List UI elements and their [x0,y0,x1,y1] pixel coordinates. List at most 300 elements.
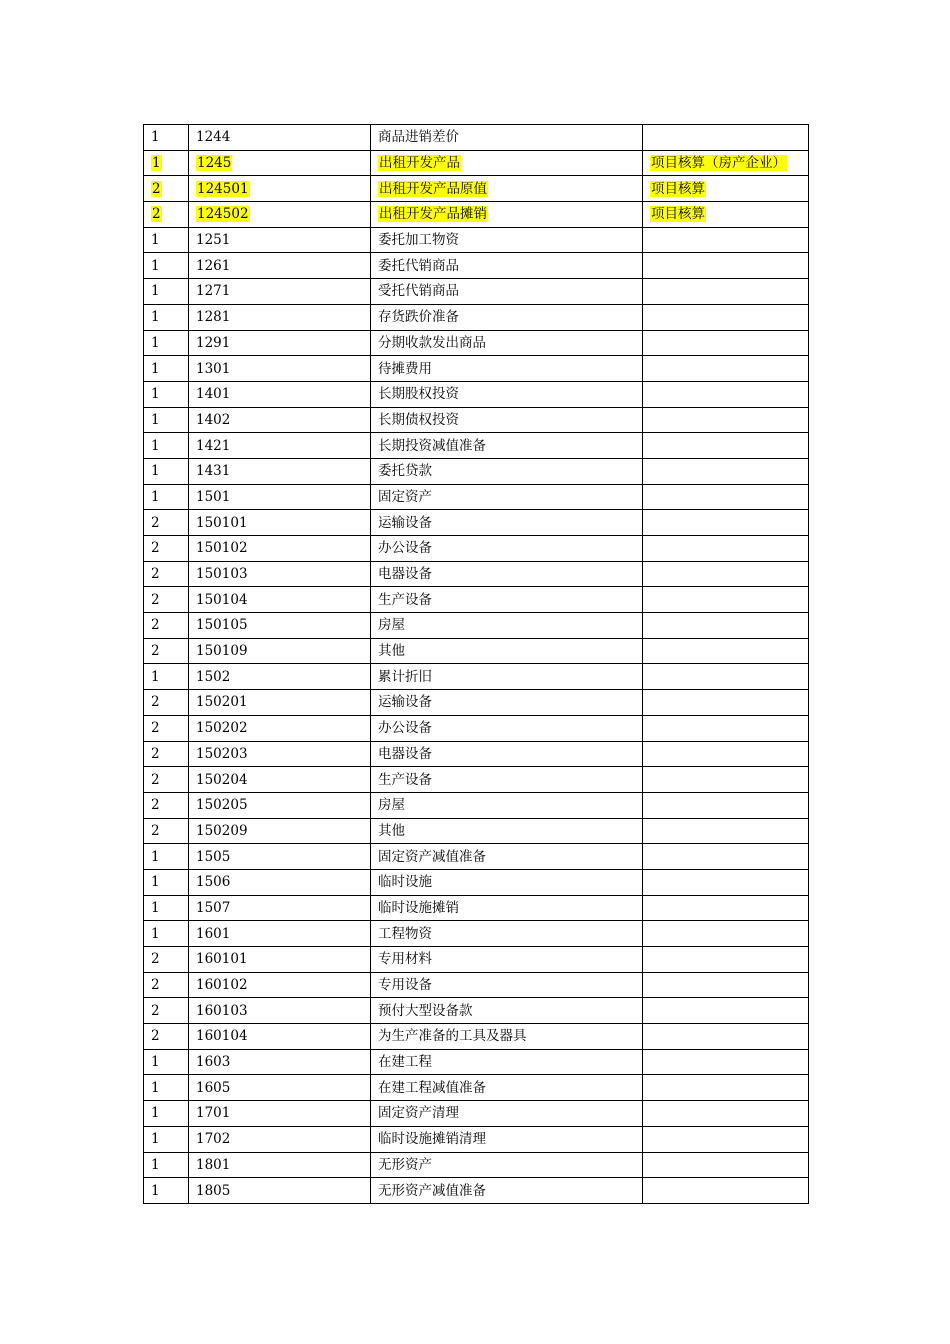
table-row [144,613,809,639]
name-text: 受托代销商品 [378,283,459,300]
name-cell [371,741,643,767]
table-row [144,1178,809,1204]
code-cell [189,176,371,202]
code-text: 1505 [196,848,231,865]
code-text: 124501 [197,180,249,197]
code-cell [189,484,371,510]
code-text: 1603 [196,1054,231,1071]
name-cell [371,253,643,279]
level-cell [144,613,189,639]
table-row [144,279,809,305]
code-text: 1401 [196,386,231,403]
name-cell [371,869,643,895]
table-row [144,1049,809,1075]
name-cell [371,279,643,305]
name-text: 固定资产清理 [378,1105,459,1122]
code-cell [189,844,371,870]
name-text: 在建工程减值准备 [378,1079,486,1096]
table-row [144,381,809,407]
note-cell [643,587,809,613]
code-cell [189,869,371,895]
level-text: 1 [151,257,160,274]
name-cell [371,972,643,998]
code-text: 124502 [197,206,249,223]
name-text: 临时设施摊销清理 [378,1131,486,1148]
name-text: 其他 [378,822,405,839]
note-text: 项目核算 [651,180,705,197]
note-cell [643,510,809,536]
code-cell [189,227,371,253]
level-text: 2 [151,617,160,634]
code-text: 1271 [196,283,231,300]
code-text: 1501 [196,488,231,505]
name-cell [371,715,643,741]
table-row [144,869,809,895]
note-cell [643,381,809,407]
level-text: 2 [151,797,160,814]
table-row [144,227,809,253]
level-cell [144,150,189,176]
name-text: 房屋 [378,617,405,634]
level-cell [144,844,189,870]
note-cell [643,1126,809,1152]
name-text: 长期投资减值准备 [378,437,486,454]
level-text: 2 [151,566,160,583]
level-text: 1 [151,1156,160,1173]
table-row [144,202,809,228]
code-cell [189,587,371,613]
level-text: 1 [151,334,160,351]
name-cell [371,690,643,716]
note-cell [643,227,809,253]
table-row [144,356,809,382]
name-cell [371,125,643,151]
code-text: 150102 [196,540,248,557]
note-cell [643,407,809,433]
level-text: 1 [151,437,160,454]
code-text: 150109 [196,643,248,660]
name-text: 无形资产 [378,1156,432,1173]
note-cell [643,767,809,793]
level-text: 1 [151,668,160,685]
code-cell [189,972,371,998]
level-text: 1 [151,463,160,480]
note-cell [643,613,809,639]
code-cell [189,715,371,741]
level-cell [144,690,189,716]
name-text: 专用材料 [378,951,432,968]
table-row [144,125,809,151]
level-text: 1 [151,1079,160,1096]
table-row [144,638,809,664]
level-text: 2 [151,745,160,762]
name-text: 长期债权投资 [378,411,459,428]
name-cell [371,844,643,870]
level-cell [144,279,189,305]
code-cell [189,510,371,536]
table-row [144,561,809,587]
code-text: 150204 [196,771,248,788]
level-text: 1 [151,848,160,865]
note-cell [643,150,809,176]
name-cell [371,304,643,330]
name-text: 长期股权投资 [378,386,459,403]
code-text: 160104 [196,1028,248,1045]
name-text: 电器设备 [378,745,432,762]
code-cell [189,1024,371,1050]
name-cell [371,536,643,562]
code-cell [189,613,371,639]
note-cell [643,895,809,921]
level-text: 2 [151,1002,160,1019]
level-cell [144,767,189,793]
level-text: 1 [151,232,160,249]
code-text: 1805 [196,1182,231,1199]
code-cell [189,202,371,228]
table-row [144,792,809,818]
name-cell [371,638,643,664]
level-cell [144,869,189,895]
code-cell [189,1178,371,1204]
level-text: 2 [151,720,160,737]
name-text: 临时设施 [378,874,432,891]
name-text: 待摊费用 [378,360,432,377]
level-cell [144,1024,189,1050]
name-cell [371,1049,643,1075]
table-row [144,767,809,793]
code-text: 1605 [196,1079,231,1096]
level-text: 1 [151,1182,160,1199]
name-cell [371,895,643,921]
table-row [144,921,809,947]
level-cell [144,1101,189,1127]
code-cell [189,433,371,459]
level-text: 1 [152,155,161,172]
level-text: 1 [151,283,160,300]
level-cell [144,125,189,151]
level-text: 2 [151,951,160,968]
code-cell [189,536,371,562]
level-text: 2 [151,694,160,711]
level-text: 2 [151,643,160,660]
code-cell [189,1049,371,1075]
code-cell [189,356,371,382]
code-text: 150101 [196,514,248,531]
level-cell [144,484,189,510]
code-text: 1421 [196,437,231,454]
level-cell [144,921,189,947]
name-cell [371,176,643,202]
code-cell [189,330,371,356]
note-cell [643,1178,809,1204]
level-cell [144,304,189,330]
code-text: 150105 [196,617,248,634]
name-cell [371,227,643,253]
name-text: 专用设备 [378,977,432,994]
code-cell [189,638,371,664]
table-row [144,818,809,844]
code-text: 1701 [196,1105,231,1122]
level-cell [144,998,189,1024]
name-cell [371,1101,643,1127]
code-cell [189,947,371,973]
level-text: 2 [152,180,161,197]
level-cell [144,458,189,484]
level-cell [144,433,189,459]
code-cell [189,690,371,716]
code-text: 1601 [196,925,231,942]
level-cell [144,510,189,536]
name-text: 办公设备 [378,720,432,737]
level-cell [144,741,189,767]
note-cell [643,715,809,741]
table-row [144,150,809,176]
code-cell [189,767,371,793]
note-cell [643,536,809,562]
name-cell [371,356,643,382]
level-text: 2 [151,771,160,788]
code-cell [189,1101,371,1127]
level-cell [144,947,189,973]
level-text: 2 [152,206,161,223]
table-row [144,587,809,613]
code-cell [189,458,371,484]
table-row [144,844,809,870]
note-cell [643,869,809,895]
note-cell [643,818,809,844]
name-text: 运输设备 [378,694,432,711]
level-cell [144,818,189,844]
note-cell [643,844,809,870]
level-cell [144,1178,189,1204]
name-text: 为生产准备的工具及器具 [378,1028,527,1045]
name-cell [371,1024,643,1050]
code-cell [189,150,371,176]
code-cell [189,125,371,151]
name-text: 固定资产减值准备 [378,848,486,865]
note-text: 项目核算 [651,206,705,223]
name-text: 其他 [378,643,405,660]
level-cell [144,638,189,664]
code-text: 1702 [196,1131,231,1148]
table-row [144,458,809,484]
level-cell [144,1049,189,1075]
name-cell [371,1075,643,1101]
name-text: 在建工程 [378,1054,432,1071]
name-text: 固定资产 [378,488,432,505]
table-row [144,536,809,562]
name-text: 委托贷款 [378,463,432,480]
name-text: 商品进销差价 [378,129,459,146]
note-cell [643,1049,809,1075]
table-row [144,407,809,433]
level-cell [144,561,189,587]
code-cell [189,664,371,690]
name-cell [371,792,643,818]
name-text: 电器设备 [378,566,432,583]
note-cell [643,921,809,947]
level-cell [144,227,189,253]
level-text: 1 [151,360,160,377]
level-cell [144,792,189,818]
level-cell [144,1126,189,1152]
code-cell [189,921,371,947]
table-row [144,330,809,356]
note-cell [643,330,809,356]
note-cell [643,998,809,1024]
level-text: 1 [151,874,160,891]
code-cell [189,895,371,921]
name-text: 工程物资 [378,925,432,942]
table-row [144,972,809,998]
code-text: 1402 [196,411,231,428]
note-cell [643,972,809,998]
table-row [144,176,809,202]
name-cell [371,664,643,690]
code-cell [189,253,371,279]
table-row [144,947,809,973]
table-row [144,304,809,330]
name-text: 委托代销商品 [378,257,459,274]
level-text: 2 [151,822,160,839]
note-cell [643,484,809,510]
code-text: 1244 [196,129,231,146]
level-cell [144,664,189,690]
note-cell [643,356,809,382]
name-text: 房屋 [378,797,405,814]
note-cell [643,638,809,664]
level-text: 2 [151,1028,160,1045]
code-cell [189,1152,371,1178]
table-row [144,895,809,921]
table-row [144,1024,809,1050]
name-text: 办公设备 [378,540,432,557]
name-cell [371,587,643,613]
level-cell [144,253,189,279]
name-cell [371,1126,643,1152]
code-text: 150201 [196,694,248,711]
table-row [144,715,809,741]
name-text: 运输设备 [378,514,432,531]
code-text: 150202 [196,720,248,737]
name-text: 出租开发产品 [379,155,460,172]
level-text: 1 [151,309,160,326]
code-text: 150205 [196,797,248,814]
level-cell [144,715,189,741]
note-text: 项目核算（房产企业） [651,155,786,172]
name-text: 预付大型设备款 [378,1002,473,1019]
level-text: 1 [151,488,160,505]
name-text: 累计折旧 [378,668,432,685]
code-text: 1502 [196,668,231,685]
code-text: 1245 [197,155,232,172]
note-cell [643,792,809,818]
name-cell [371,818,643,844]
level-text: 1 [151,386,160,403]
name-cell [371,484,643,510]
note-cell [643,690,809,716]
note-cell [643,458,809,484]
code-text: 1506 [196,874,231,891]
note-cell [643,433,809,459]
name-text: 生产设备 [378,771,432,788]
code-cell [189,1075,371,1101]
level-cell [144,330,189,356]
name-cell [371,510,643,536]
note-cell [643,279,809,305]
note-cell [643,1152,809,1178]
table-row [144,510,809,536]
name-cell [371,947,643,973]
code-cell [189,407,371,433]
level-text: 2 [151,977,160,994]
code-cell [189,792,371,818]
note-cell [643,1101,809,1127]
code-cell [189,1126,371,1152]
level-cell [144,176,189,202]
name-cell [371,561,643,587]
level-text: 1 [151,1054,160,1071]
table-row [144,998,809,1024]
table-row [144,484,809,510]
level-text: 2 [151,514,160,531]
code-cell [189,561,371,587]
name-cell [371,381,643,407]
code-text: 1261 [196,257,231,274]
level-cell [144,1152,189,1178]
code-text: 1291 [196,334,231,351]
name-cell [371,1178,643,1204]
name-text: 出租开发产品摊销 [379,206,487,223]
code-text: 150203 [196,745,248,762]
code-cell [189,304,371,330]
code-text: 150104 [196,591,248,608]
name-cell [371,767,643,793]
name-cell [371,433,643,459]
note-cell [643,176,809,202]
code-cell [189,818,371,844]
table-row [144,1075,809,1101]
level-cell [144,381,189,407]
name-text: 生产设备 [378,591,432,608]
code-text: 1507 [196,899,231,916]
level-text: 1 [151,129,160,146]
level-text: 1 [151,925,160,942]
table-row [144,1126,809,1152]
code-text: 1301 [196,360,231,377]
code-text: 160103 [196,1002,248,1019]
level-cell [144,356,189,382]
table-row [144,741,809,767]
level-text: 1 [151,1131,160,1148]
level-text: 1 [151,411,160,428]
account-table-body [144,125,809,1204]
name-cell [371,407,643,433]
note-cell [643,664,809,690]
level-text: 2 [151,591,160,608]
name-cell [371,330,643,356]
note-cell [643,561,809,587]
table-row [144,253,809,279]
level-cell [144,972,189,998]
name-text: 无形资产减值准备 [378,1182,486,1199]
code-text: 1251 [196,232,231,249]
table-row [144,1101,809,1127]
note-cell [643,947,809,973]
name-text: 分期收款发出商品 [378,334,486,351]
note-cell [643,1024,809,1050]
code-text: 160102 [196,977,248,994]
